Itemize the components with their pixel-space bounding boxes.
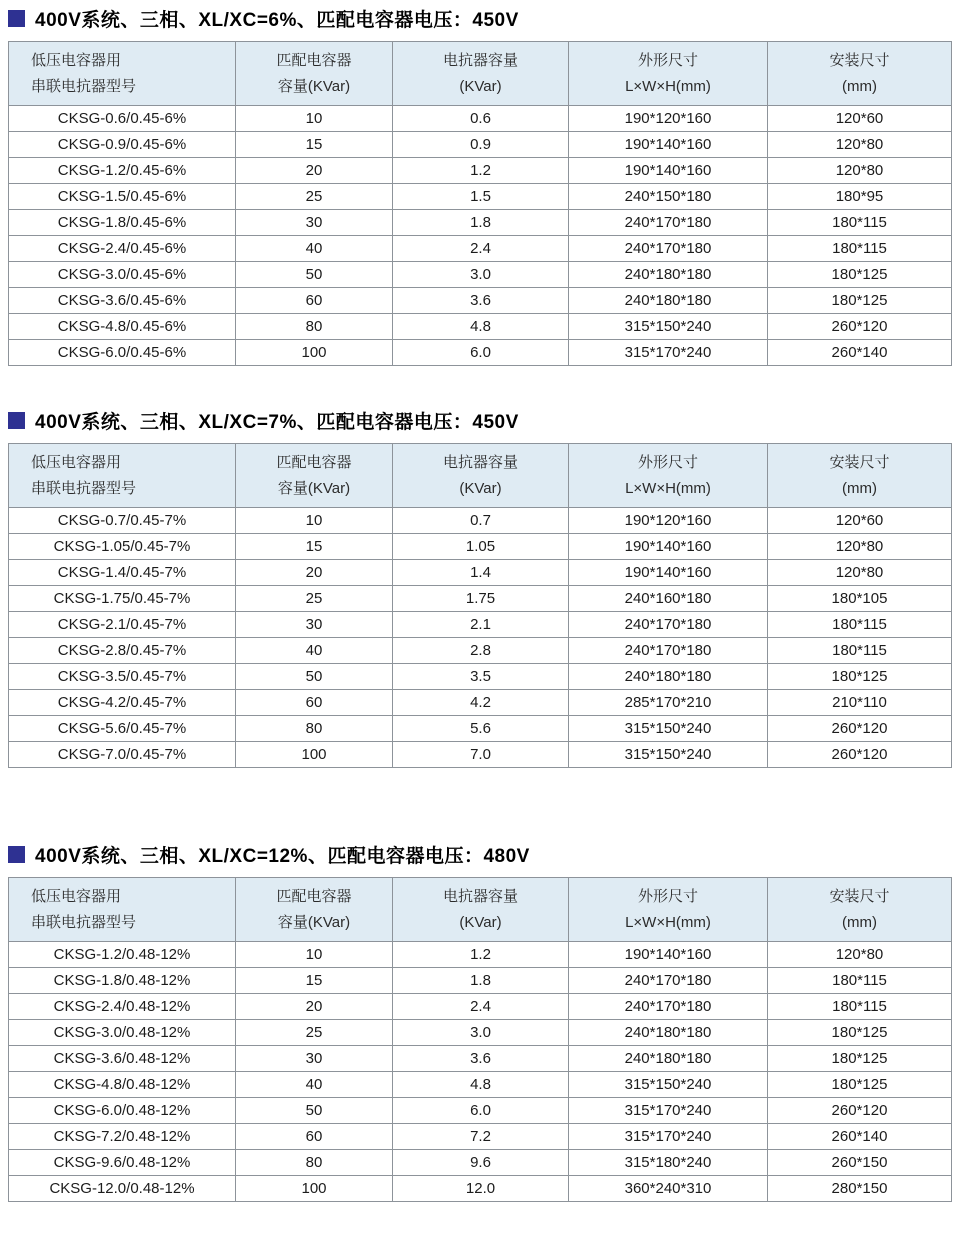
header-capacitor-capacity: [236, 444, 393, 508]
table-row: [9, 508, 952, 534]
table-row: [9, 314, 952, 340]
table-row: [9, 210, 952, 236]
table-cell: 120*80: [768, 534, 952, 560]
table-cell: CKSG-7.2/0.48-12%: [9, 1124, 236, 1150]
table-cell: 315*150*240: [569, 742, 768, 768]
table-row: [9, 716, 952, 742]
table-cell: 180*125: [768, 262, 952, 288]
header-row: [9, 444, 952, 508]
header-line: L×W×H(mm): [625, 77, 711, 95]
table-cell: 285*170*210: [569, 690, 768, 716]
header-mounting-dimensions: [768, 42, 952, 106]
table-cell: CKSG-0.6/0.45-6%: [9, 106, 236, 132]
table-row: [9, 158, 952, 184]
table-cell: 190*140*160: [569, 534, 768, 560]
table-cell: 180*115: [768, 968, 952, 994]
table-cell: CKSG-1.2/0.48-12%: [9, 942, 236, 968]
header-model-column: [9, 42, 236, 106]
table-cell: 6.0: [393, 1098, 569, 1124]
table-row: [9, 132, 952, 158]
header-line: L×W×H(mm): [625, 479, 711, 497]
table-cell: 0.7: [393, 508, 569, 534]
section-title: 400V系统、三相、XL/XC=12%、匹配电容器电压：480V: [35, 845, 530, 867]
table-cell: 9.6: [393, 1150, 569, 1176]
header-line: (mm): [842, 479, 877, 497]
header-line: (mm): [842, 913, 877, 931]
table-cell: CKSG-4.8/0.48-12%: [9, 1072, 236, 1098]
table-cell: 190*140*160: [569, 560, 768, 586]
table-cell: 315*150*240: [569, 716, 768, 742]
table-row: [9, 106, 952, 132]
table-row: [9, 742, 952, 768]
table-row: [9, 1176, 952, 1202]
table-cell: 180*115: [768, 994, 952, 1020]
header-outline-dimensions: [569, 42, 768, 106]
table-cell: 1.8: [393, 210, 569, 236]
table-cell: 1.8: [393, 968, 569, 994]
table-cell: 0.6: [393, 106, 569, 132]
section-heading: [8, 407, 951, 433]
section-6-percent: [8, 5, 951, 366]
table-row: [9, 184, 952, 210]
table-cell: 240*170*180: [569, 210, 768, 236]
blue-square-bullet-icon: [8, 846, 25, 863]
table-cell: 25: [236, 184, 393, 210]
header-line: 匹配电容器: [276, 887, 352, 905]
header-line: 安装尺寸: [829, 887, 890, 905]
table-cell: 240*170*180: [569, 638, 768, 664]
table-cell: CKSG-2.8/0.45-7%: [9, 638, 236, 664]
table-cell: 10: [236, 508, 393, 534]
header-line: (mm): [842, 77, 877, 95]
table-cell: 180*115: [768, 638, 952, 664]
table-cell: 20: [236, 994, 393, 1020]
table-cell: 5.6: [393, 716, 569, 742]
header-reactor-capacity: [393, 444, 569, 508]
table-cell: 4.8: [393, 314, 569, 340]
table-row: [9, 560, 952, 586]
table-cell: 80: [236, 314, 393, 340]
table-cell: 80: [236, 1150, 393, 1176]
table-cell: CKSG-3.6/0.48-12%: [9, 1046, 236, 1072]
table-cell: 6.0: [393, 340, 569, 366]
table-cell: 1.2: [393, 942, 569, 968]
table-row: [9, 262, 952, 288]
header-capacitor-capacity: [236, 42, 393, 106]
table-cell: 180*125: [768, 1046, 952, 1072]
table-cell: 240*150*180: [569, 184, 768, 210]
table-cell: 1.2: [393, 158, 569, 184]
table-cell: 260*120: [768, 742, 952, 768]
table-row: [9, 340, 952, 366]
table-cell: 120*80: [768, 132, 952, 158]
table-cell: 180*105: [768, 586, 952, 612]
table-cell: 2.4: [393, 236, 569, 262]
table-cell: 40: [236, 236, 393, 262]
table-row: [9, 1072, 952, 1098]
table-cell: CKSG-2.4/0.45-6%: [9, 236, 236, 262]
table-cell: 180*125: [768, 288, 952, 314]
table-cell: 100: [236, 742, 393, 768]
header-line: 低压电容器用: [31, 887, 122, 905]
table-cell: CKSG-1.05/0.45-7%: [9, 534, 236, 560]
header-line: (KVar): [459, 479, 502, 497]
table-cell: 100: [236, 1176, 393, 1202]
table-row: [9, 534, 952, 560]
table-cell: CKSG-12.0/0.48-12%: [9, 1176, 236, 1202]
table-cell: 2.8: [393, 638, 569, 664]
table-cell: CKSG-1.8/0.45-6%: [9, 210, 236, 236]
header-line: 匹配电容器: [276, 453, 352, 471]
table-cell: 80: [236, 716, 393, 742]
table-cell: CKSG-2.4/0.48-12%: [9, 994, 236, 1020]
table-cell: CKSG-6.0/0.45-6%: [9, 340, 236, 366]
table-row: [9, 942, 952, 968]
table-row: [9, 690, 952, 716]
header-model-column: [9, 444, 236, 508]
table-cell: 15: [236, 132, 393, 158]
header-line: 串联电抗器型号: [31, 913, 137, 931]
header-outline-dimensions: [569, 878, 768, 942]
header-model-column: [9, 878, 236, 942]
table-cell: 1.5: [393, 184, 569, 210]
table-cell: 240*170*180: [569, 994, 768, 1020]
table-row: [9, 1020, 952, 1046]
table-cell: 2.1: [393, 612, 569, 638]
table-cell: 190*140*160: [569, 158, 768, 184]
table-row: [9, 1124, 952, 1150]
header-line: 容量(KVar): [277, 913, 351, 931]
table-cell: CKSG-3.5/0.45-7%: [9, 664, 236, 690]
section-12-percent: [8, 841, 951, 1202]
table-cell: CKSG-0.7/0.45-7%: [9, 508, 236, 534]
table-cell: 315*150*240: [569, 314, 768, 340]
table-cell: 7.2: [393, 1124, 569, 1150]
header-line: 外形尺寸: [637, 51, 698, 69]
table-cell: CKSG-3.0/0.48-12%: [9, 1020, 236, 1046]
header-mounting-dimensions: [768, 444, 952, 508]
table-cell: CKSG-4.8/0.45-6%: [9, 314, 236, 340]
table-cell: CKSG-3.6/0.45-6%: [9, 288, 236, 314]
table-cell: CKSG-1.2/0.45-6%: [9, 158, 236, 184]
table-cell: 180*95: [768, 184, 952, 210]
table-cell: 10: [236, 942, 393, 968]
table-cell: 40: [236, 638, 393, 664]
table-cell: 260*150: [768, 1150, 952, 1176]
table-cell: 60: [236, 690, 393, 716]
table-cell: 4.8: [393, 1072, 569, 1098]
table-cell: CKSG-4.2/0.45-7%: [9, 690, 236, 716]
table-cell: 20: [236, 158, 393, 184]
table-cell: 240*180*180: [569, 288, 768, 314]
header-line: 容量(KVar): [277, 77, 351, 95]
table-cell: CKSG-3.0/0.45-6%: [9, 262, 236, 288]
header-line: 低压电容器用: [31, 453, 122, 471]
table-cell: 3.0: [393, 262, 569, 288]
table-cell: 3.6: [393, 1046, 569, 1072]
spec-table-6-percent: [8, 41, 952, 366]
table-row: [9, 968, 952, 994]
table-cell: 2.4: [393, 994, 569, 1020]
table-cell: 25: [236, 1020, 393, 1046]
table-cell: 190*140*160: [569, 942, 768, 968]
table-cell: 260*120: [768, 1098, 952, 1124]
table-cell: 4.2: [393, 690, 569, 716]
table-cell: 240*170*180: [569, 612, 768, 638]
table-cell: 60: [236, 1124, 393, 1150]
header-line: 外形尺寸: [637, 453, 698, 471]
table-cell: 360*240*310: [569, 1176, 768, 1202]
section-7-percent: [8, 407, 951, 768]
table-cell: 120*80: [768, 560, 952, 586]
table-cell: 240*180*180: [569, 1046, 768, 1072]
table-cell: 50: [236, 262, 393, 288]
table-row: [9, 612, 952, 638]
table-cell: 7.0: [393, 742, 569, 768]
header-line: (KVar): [459, 913, 502, 931]
section-title: 400V系统、三相、XL/XC=6%、匹配电容器电压：450V: [35, 9, 519, 31]
section-heading: [8, 5, 951, 31]
table-cell: 120*60: [768, 106, 952, 132]
table-cell: 315*150*240: [569, 1072, 768, 1098]
table-cell: CKSG-2.1/0.45-7%: [9, 612, 236, 638]
table-cell: 180*125: [768, 664, 952, 690]
table-cell: 100: [236, 340, 393, 366]
table-cell: 120*80: [768, 158, 952, 184]
header-mounting-dimensions: [768, 878, 952, 942]
table-cell: 0.9: [393, 132, 569, 158]
table-cell: 180*115: [768, 236, 952, 262]
table-row: [9, 586, 952, 612]
table-row: [9, 1098, 952, 1124]
blue-square-bullet-icon: [8, 412, 25, 429]
table-cell: 50: [236, 1098, 393, 1124]
spec-table-7-percent: [8, 443, 952, 768]
table-cell: 260*120: [768, 314, 952, 340]
header-line: 电抗器容量: [442, 887, 518, 905]
table-cell: 315*170*240: [569, 1098, 768, 1124]
table-cell: 180*115: [768, 612, 952, 638]
table-row: [9, 664, 952, 690]
table-cell: CKSG-5.6/0.45-7%: [9, 716, 236, 742]
table-cell: 25: [236, 586, 393, 612]
table-cell: CKSG-7.0/0.45-7%: [9, 742, 236, 768]
blue-square-bullet-icon: [8, 10, 25, 27]
table-cell: 240*170*180: [569, 968, 768, 994]
table-cell: 240*170*180: [569, 236, 768, 262]
table-cell: 1.4: [393, 560, 569, 586]
header-line: 串联电抗器型号: [31, 77, 137, 95]
table-cell: 10: [236, 106, 393, 132]
table-row: [9, 236, 952, 262]
table-cell: 3.0: [393, 1020, 569, 1046]
section-heading: [8, 841, 951, 867]
header-line: 电抗器容量: [442, 51, 518, 69]
table-row: [9, 994, 952, 1020]
table-cell: 120*80: [768, 942, 952, 968]
section-title: 400V系统、三相、XL/XC=7%、匹配电容器电压：450V: [35, 411, 519, 433]
table-cell: 210*110: [768, 690, 952, 716]
table-cell: 12.0: [393, 1176, 569, 1202]
header-line: 低压电容器用: [31, 51, 122, 69]
table-cell: 50: [236, 664, 393, 690]
header-line: 容量(KVar): [277, 479, 351, 497]
header-line: (KVar): [459, 77, 502, 95]
table-cell: 180*125: [768, 1020, 952, 1046]
table-cell: CKSG-1.75/0.45-7%: [9, 586, 236, 612]
table-cell: CKSG-6.0/0.48-12%: [9, 1098, 236, 1124]
table-cell: 30: [236, 612, 393, 638]
header-reactor-capacity: [393, 878, 569, 942]
table-cell: CKSG-9.6/0.48-12%: [9, 1150, 236, 1176]
spec-table-12-percent: [8, 877, 952, 1202]
table-cell: 240*160*180: [569, 586, 768, 612]
table-cell: 15: [236, 968, 393, 994]
table-cell: 40: [236, 1072, 393, 1098]
table-cell: 190*120*160: [569, 508, 768, 534]
header-row: [9, 42, 952, 106]
table-cell: 180*125: [768, 1072, 952, 1098]
header-line: 安装尺寸: [829, 453, 890, 471]
table-cell: 315*170*240: [569, 1124, 768, 1150]
table-cell: 1.05: [393, 534, 569, 560]
table-cell: 190*120*160: [569, 106, 768, 132]
table-cell: 240*180*180: [569, 664, 768, 690]
table-cell: 260*140: [768, 340, 952, 366]
table-cell: 240*180*180: [569, 262, 768, 288]
table-cell: 30: [236, 1046, 393, 1072]
table-row: [9, 638, 952, 664]
table-cell: 1.75: [393, 586, 569, 612]
table-cell: 3.5: [393, 664, 569, 690]
header-line: 外形尺寸: [637, 887, 698, 905]
table-cell: 190*140*160: [569, 132, 768, 158]
table-cell: 260*140: [768, 1124, 952, 1150]
table-cell: 260*120: [768, 716, 952, 742]
table-cell: CKSG-1.4/0.45-7%: [9, 560, 236, 586]
table-cell: 3.6: [393, 288, 569, 314]
header-outline-dimensions: [569, 444, 768, 508]
header-line: 安装尺寸: [829, 51, 890, 69]
table-cell: 240*180*180: [569, 1020, 768, 1046]
header-capacitor-capacity: [236, 878, 393, 942]
header-line: 匹配电容器: [276, 51, 352, 69]
header-line: 电抗器容量: [442, 453, 518, 471]
table-row: [9, 288, 952, 314]
table-cell: 120*60: [768, 508, 952, 534]
table-cell: 30: [236, 210, 393, 236]
table-cell: CKSG-0.9/0.45-6%: [9, 132, 236, 158]
header-line: L×W×H(mm): [625, 913, 711, 931]
table-row: [9, 1150, 952, 1176]
table-cell: 60: [236, 288, 393, 314]
table-cell: 15: [236, 534, 393, 560]
table-cell: CKSG-1.5/0.45-6%: [9, 184, 236, 210]
table-cell: CKSG-1.8/0.48-12%: [9, 968, 236, 994]
table-row: [9, 1046, 952, 1072]
header-line: 串联电抗器型号: [31, 479, 137, 497]
table-cell: 280*150: [768, 1176, 952, 1202]
table-cell: 180*115: [768, 210, 952, 236]
table-cell: 315*180*240: [569, 1150, 768, 1176]
header-reactor-capacity: [393, 42, 569, 106]
header-row: [9, 878, 952, 942]
table-cell: 20: [236, 560, 393, 586]
table-cell: 315*170*240: [569, 340, 768, 366]
